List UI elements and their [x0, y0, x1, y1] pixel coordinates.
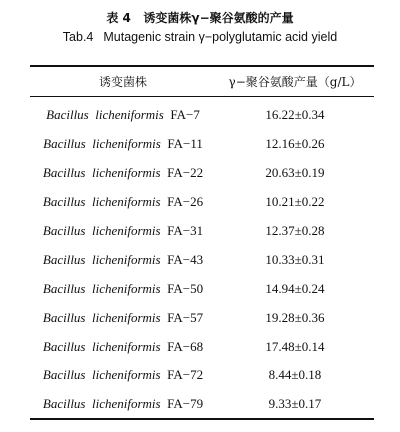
strain-species: licheniformis: [92, 194, 161, 210]
table-row: [30, 245, 374, 274]
strain-species: licheniformis: [92, 309, 161, 325]
strain-cell: [30, 281, 216, 297]
strain-genus: Bacillus: [42, 223, 86, 238]
strain-id: FA−79: [167, 396, 204, 412]
strain-genus: Bacillus: [43, 136, 86, 152]
yield-cell: 12.37±0.28: [265, 223, 325, 238]
strain-genus: Bacillus: [42, 194, 86, 210]
strain-id: FA−72: [167, 367, 204, 383]
table-row: [30, 303, 374, 332]
strain-genus: Bacillus: [42, 396, 86, 412]
strain-cell: [30, 223, 216, 239]
caption-en-label: Tab.4: [62, 30, 94, 44]
table-top-rule: [30, 65, 374, 67]
yield-cell: 20.63±0.19: [265, 165, 325, 181]
strain-genus: Bacillus: [42, 280, 86, 296]
table-bottom-rule: [30, 418, 374, 420]
strain-cell: [30, 194, 216, 210]
strain-species: licheniformis: [95, 107, 164, 123]
strain-id: FA−31: [167, 223, 204, 238]
header-strain: 诱变菌株: [98, 75, 147, 89]
strain-id: FA−22: [167, 165, 204, 181]
yield-cell: 10.33±0.31: [265, 251, 325, 267]
yield-cell: 9.33±0.17: [268, 396, 322, 412]
table-header-rule: [30, 96, 374, 97]
strain-species: licheniformis: [92, 223, 161, 238]
strain-species: licheniformis: [92, 251, 161, 267]
strain-cell: [30, 165, 216, 181]
strain-species: licheniformis: [92, 136, 161, 152]
table-row: [30, 390, 374, 419]
yield-cell: 16.22±0.34: [265, 107, 325, 123]
strain-cell: [30, 310, 216, 326]
yield-cell: 19.28±0.36: [265, 309, 325, 325]
strain-id: FA−57: [167, 309, 204, 325]
strain-species: licheniformis: [92, 280, 161, 296]
yield-cell: 10.21±0.22: [265, 194, 325, 210]
table-row: [30, 101, 374, 130]
table-body: [30, 101, 374, 419]
strain-cell: [30, 136, 216, 152]
strain-id: FA−50: [167, 280, 204, 296]
table-row: [30, 217, 374, 246]
table-row: [30, 159, 374, 188]
strain-id: FA−11: [167, 136, 203, 152]
strain-species: licheniformis: [92, 165, 161, 181]
strain-species: licheniformis: [92, 367, 161, 383]
strain-cell: [30, 339, 216, 355]
strain-id: FA−68: [167, 338, 204, 354]
strain-genus: Bacillus: [42, 165, 86, 181]
strain-genus: Bacillus: [42, 251, 86, 267]
strain-species: licheniformis: [92, 396, 161, 412]
strain-genus: Bacillus: [42, 367, 86, 383]
strain-id: FA−26: [167, 194, 204, 210]
table-row: [30, 130, 374, 159]
table-row: [30, 274, 374, 303]
strain-cell: [30, 396, 216, 412]
table-row: [30, 188, 374, 217]
strain-cell: [30, 107, 216, 123]
table-caption-en: [0, 30, 400, 44]
caption-cn-text: 诱变菌株γ−聚谷氨酸的产量: [143, 11, 294, 25]
strain-species: licheniformis: [92, 338, 161, 354]
yield-cell: 12.16±0.26: [265, 136, 325, 152]
strain-genus: Bacillus: [42, 309, 86, 325]
strain-genus: Bacillus: [46, 107, 89, 123]
caption-cn-label: 表 4: [106, 11, 131, 25]
header-yield: γ−聚谷氨酸产量（g/L）: [228, 75, 362, 89]
yield-cell: 17.48±0.14: [265, 338, 325, 354]
strain-id: FA−7: [170, 107, 200, 123]
yield-cell: 14.94±0.24: [265, 280, 325, 296]
caption-en-text: Mutagenic strain γ−polyglutamic acid yield: [103, 30, 338, 44]
table-row: [30, 361, 374, 390]
table-row: [30, 332, 374, 361]
strain-cell: [30, 367, 216, 383]
strain-id: FA−43: [167, 251, 204, 267]
table-caption-cn: [0, 9, 400, 26]
yield-cell: 8.44±0.18: [268, 367, 322, 383]
strain-cell: [30, 252, 216, 268]
strain-genus: Bacillus: [42, 338, 86, 354]
